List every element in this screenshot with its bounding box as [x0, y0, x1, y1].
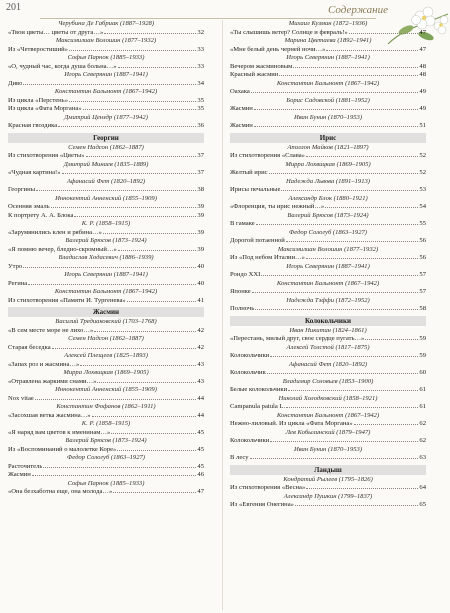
author-name: Иннокентий Анненский (1855–1909): [55, 386, 157, 393]
toc-entry: [230, 152, 426, 161]
leader-dots: [32, 475, 197, 476]
poem-title: Вечером жасминовым: [230, 62, 293, 70]
page-ref: 45: [197, 462, 204, 470]
leader-dots: [23, 267, 196, 268]
author-name: Афанасий Фет (1820–1892): [66, 177, 146, 185]
author-name: Константин Бальмонт (1867–1942): [54, 288, 158, 295]
page-ref: 55: [419, 220, 426, 227]
leader-dots: [36, 190, 196, 191]
leader-dots: [270, 356, 418, 357]
toc-entry: [230, 203, 426, 212]
poem-title: Из цикла «Перстень»: [8, 96, 68, 104]
toc-entry: [8, 203, 204, 212]
page-ref: 40: [197, 279, 204, 287]
author-name: Валерий Брюсов (1873–1924): [65, 437, 147, 444]
page-ref: 62: [419, 420, 426, 427]
author-name: К. Р. (1858–1915): [81, 420, 131, 427]
page-ref: 63: [419, 454, 426, 461]
leader-dots: [94, 331, 196, 332]
leader-dots: [281, 190, 418, 191]
leader-dots: [293, 67, 418, 68]
author-name: Марина Цветаева (1892–1941): [284, 37, 372, 44]
page-ref: 49: [419, 105, 426, 112]
leader-dots: [51, 207, 197, 208]
poem-title: Старая беседка: [8, 343, 51, 351]
leader-dots: [23, 84, 196, 85]
toc-entry: [8, 63, 204, 72]
toc-entry: [8, 361, 204, 370]
page-ref: 59: [419, 352, 426, 359]
page-ref: 33: [197, 45, 204, 53]
leader-dots: [52, 348, 197, 349]
author-name: Максимилиан Волошин (1877–1932): [55, 37, 157, 44]
section-heading: Георгин: [8, 133, 204, 143]
toc-entry: [230, 454, 426, 463]
leader-dots: [80, 365, 196, 366]
poem-title: К портрету А. А. Блока: [8, 211, 74, 219]
toc-entry: [230, 105, 426, 114]
leader-dots: [118, 67, 197, 68]
leader-dots: [286, 407, 418, 408]
leader-dots: [365, 339, 418, 340]
poem-title: «Чудная картина!»: [8, 169, 61, 176]
poem-title: Из стихотворения «Памяти И. Тургенева»: [8, 296, 126, 304]
toc-entry: [230, 369, 426, 378]
author-name: Кондратий Рылеев (1795–1826): [283, 475, 373, 483]
poem-title: «Твои цветы… цветы от друга…»: [8, 28, 104, 36]
toc-entry: [230, 46, 426, 55]
poem-title: «Засохшая ветка жасмина…»: [8, 411, 91, 419]
author-name: Лев Кобылинский (1879–1947): [285, 428, 371, 436]
author-name: Черубина Де Габриак (1887–1928): [57, 20, 155, 27]
poem-title: Расточитель: [8, 462, 43, 470]
leader-dots: [255, 309, 418, 310]
toc-entry: [230, 169, 426, 178]
leader-dots: [269, 173, 419, 174]
toc-entry: [230, 63, 426, 72]
author-name: Иван Бунин (1870–1953): [293, 445, 363, 453]
leader-dots: [74, 216, 196, 217]
page-ref: 48: [419, 62, 426, 70]
leader-dots: [69, 101, 196, 102]
toc-entry: [8, 97, 204, 106]
leader-dots: [270, 441, 418, 442]
page-ref: 58: [419, 305, 426, 312]
page-ref: 56: [419, 237, 426, 244]
leader-dots: [288, 390, 418, 391]
page-ref: 57: [419, 288, 426, 295]
toc-entry: [8, 152, 204, 161]
leader-dots: [117, 450, 196, 451]
poem-title: Полночь: [230, 305, 255, 312]
toc-entry: [8, 186, 204, 195]
poem-title: Жасмин: [230, 105, 253, 112]
leader-dots: [295, 505, 418, 506]
author-name: Мирра Лохвицкая (1869–1905): [285, 160, 371, 168]
page-ref: 39: [197, 228, 204, 236]
author-name: Мирра Лохвицкая (1869–1905): [63, 369, 149, 376]
author-name: Константин Бальмонт (1867–1942): [276, 79, 380, 87]
leader-dots: [279, 75, 418, 76]
page-ref: 61: [419, 403, 426, 410]
leader-dots: [69, 50, 196, 51]
author-name: Владимир Соловьев (1853–1900): [282, 377, 374, 385]
toc-entry: [8, 229, 204, 238]
author-name: Иван Бунин (1870–1953): [293, 113, 363, 121]
page-ref: 64: [419, 484, 426, 491]
page-number: 201: [6, 2, 21, 13]
leader-dots: [97, 382, 196, 383]
page-ref: 43: [197, 360, 204, 368]
poem-title: Из «Под небом Италии…»: [230, 254, 305, 261]
page-ref: 39: [197, 211, 204, 219]
author-name: Семен Надсон (1862–1887): [68, 143, 144, 151]
poem-title: В гамаке: [230, 220, 255, 227]
header-rule: [40, 4, 376, 19]
poem-title: Оахака: [230, 88, 250, 95]
poem-title: Из «Четверостиший»: [8, 45, 68, 53]
page-ref: 38: [197, 186, 204, 193]
poem-title: Колокольчик: [230, 369, 266, 376]
author-name: Семен Надсон (1862–1887): [68, 335, 144, 342]
leader-dots: [111, 433, 196, 434]
page-ref: 52: [419, 169, 426, 176]
leader-dots: [127, 301, 197, 302]
toc-entry: [230, 352, 426, 361]
author-name: Константин Бальмонт (1867–1942): [276, 279, 380, 287]
author-name: Надежда Львова (1891–1913): [285, 177, 370, 185]
poem-title: Японке: [230, 288, 251, 295]
leader-dots: [118, 250, 197, 251]
author-name: Валерий Брюсов (1873–1924): [65, 237, 147, 244]
poem-title: Campanula patula L.: [230, 403, 286, 410]
poem-title: Из цикла «Фата Моргана»: [8, 105, 82, 112]
author-name: Алексей Плещеев (1825–1893): [64, 352, 148, 359]
page-ref: 61: [419, 386, 426, 393]
toc-entry: [230, 29, 426, 38]
toc-entry: [8, 29, 204, 38]
toc-entry: [8, 263, 204, 272]
author-name: Николай Холодковский (1858–1921): [278, 394, 378, 402]
page-ref: 34: [197, 79, 204, 87]
page-ref: 39: [197, 245, 204, 253]
poem-title: Из стихотворения «Весна»: [230, 484, 306, 491]
page-ref: 42: [197, 343, 204, 351]
leader-dots: [306, 258, 418, 259]
author-name: Аполлон Майков (1821–1897): [287, 143, 369, 151]
leader-dots: [326, 50, 418, 51]
leader-dots: [103, 233, 196, 234]
poem-title: В лесу: [230, 454, 249, 461]
author-name: Иван Никитин (1824–1861): [289, 326, 367, 334]
page-ref: 62: [419, 437, 426, 444]
poem-title: Осенняя эмаль: [8, 203, 50, 210]
toc-entry: [230, 186, 426, 195]
author-name: Иннокентий Анненский (1855–1909): [55, 194, 157, 202]
toc-entry: [8, 169, 204, 178]
author-name: Федор Сологуб (1863–1927): [289, 228, 367, 236]
toc-entry: [8, 344, 204, 353]
page-ref: 39: [197, 203, 204, 210]
page-ref: 59: [419, 335, 426, 342]
page-ref: 45: [197, 445, 204, 453]
toc-entry: [230, 88, 426, 97]
poem-title: Белые колокольчики: [230, 386, 288, 393]
poem-title: Красная гвоздика: [8, 122, 58, 129]
leader-dots: [113, 492, 196, 493]
author-name: Игорь Северянин (1887–1941): [64, 71, 148, 78]
page-ref: 60: [419, 369, 426, 376]
poem-title: Регина: [8, 279, 28, 287]
toc-entry: [8, 429, 204, 438]
column-divider: [222, 20, 223, 610]
leader-dots: [104, 33, 196, 34]
author-name: Федор Сологуб (1863–1927): [67, 454, 145, 461]
toc-entry: [8, 246, 204, 255]
toc-entry: [230, 271, 426, 280]
poem-title: Георгины: [8, 186, 36, 193]
poem-title: «Зарумянились клен и рябина…»: [8, 228, 102, 236]
toc-entry: [8, 212, 204, 221]
author-name: Софья Парнок (1885–1933): [67, 54, 145, 61]
author-name: К. Р. (1858–1915): [81, 220, 131, 227]
page-ref: 53: [419, 186, 426, 193]
poem-title: «Мне белый день черней ночи…»: [230, 45, 326, 53]
author-name: Игорь Северянин (1887–1941): [286, 262, 370, 270]
leader-dots: [58, 126, 196, 127]
poem-title: «В сем месте море не лихо…»: [8, 326, 94, 334]
page-ref: 37: [197, 152, 204, 159]
toc-entry: [8, 280, 204, 289]
author-name: Дмитрий Ценздр (1877–1942): [64, 113, 148, 121]
toc-entry: [230, 254, 426, 263]
toc-entry: [230, 437, 426, 446]
page-ref: 47: [419, 28, 426, 36]
section-heading: Жасмин: [8, 307, 204, 317]
poem-title: «Она безхаботна еще, она молода…»: [8, 488, 113, 495]
author-name: Александр Пушкин (1799–1837): [283, 492, 373, 500]
toc-entry: [8, 80, 204, 89]
poem-title: Из стихотворения «Цветы»: [8, 152, 85, 159]
poem-title: «Флоренция, ты ирис нежный…»: [230, 203, 325, 210]
poem-title: Жасмин: [8, 471, 31, 478]
poem-title: Красный жасмин: [230, 71, 279, 78]
author-name: Игорь Северянин (1887–1941): [64, 271, 148, 278]
leader-dots: [251, 92, 419, 93]
poem-title: «Я наряд вам цветов к именинам…»: [8, 428, 111, 436]
section-heading: Колокольчики: [230, 316, 426, 326]
leader-dots: [28, 284, 196, 285]
toc-entry: [8, 297, 204, 306]
page-ref: 46: [197, 471, 204, 478]
poem-title: «Запах роз и жасмина…»: [8, 360, 80, 368]
leader-dots: [250, 458, 419, 459]
author-name: Михаил Кузмин (1872–1936): [288, 20, 368, 27]
toc-entry: [230, 420, 426, 429]
leader-dots: [261, 275, 418, 276]
author-name: Максимилиан Волошин (1877–1932): [277, 245, 379, 253]
toc-right-column: [230, 20, 426, 510]
author-name: Афанасий Фет (1820–1892): [288, 360, 368, 368]
toc-entry: [8, 122, 204, 131]
page-ref: 47: [197, 488, 204, 495]
poem-title: Жасмин: [230, 122, 253, 129]
author-name: Надежда Тэффи (1872–1952): [286, 296, 370, 304]
toc-entry: [8, 105, 204, 114]
author-name: Алексей Толстой (1817–1875): [286, 343, 370, 351]
poem-title: Утро: [8, 262, 23, 270]
toc-entry: [8, 378, 204, 387]
leader-dots: [349, 33, 419, 34]
toc-entry: [230, 71, 426, 80]
toc-entry: [8, 446, 204, 455]
toc-entry: [8, 488, 204, 497]
page-ref: 40: [197, 262, 204, 270]
author-name: Константин Бальмонт (1867–1942): [276, 411, 380, 419]
author-name: Константин Бальмонт (1867–1942): [54, 88, 158, 95]
page-ref: 45: [197, 428, 204, 436]
page-ref: 47: [419, 45, 426, 53]
section-heading: Ирис: [230, 133, 426, 143]
page-ref: 32: [197, 28, 204, 36]
toc-entry: [230, 237, 426, 246]
poem-title: Дорогой потаенной: [230, 237, 285, 244]
poem-title: Колокольчики: [230, 437, 270, 444]
page-ref: 49: [419, 88, 426, 95]
leader-dots: [35, 399, 197, 400]
poem-title: Nox vitae: [8, 394, 34, 402]
leader-dots: [254, 126, 419, 127]
leader-dots: [306, 488, 418, 489]
page-ref: 54: [419, 203, 426, 210]
toc-entry: [8, 463, 204, 472]
leader-dots: [86, 156, 197, 157]
page-ref: 44: [197, 394, 204, 402]
poem-title: Из «Евгения Онегина»: [230, 501, 294, 508]
toc-entry: [8, 412, 204, 421]
poem-title: Из «Воспоминаний о малолетке Коре»: [8, 445, 117, 453]
leader-dots: [267, 373, 419, 374]
toc-entry: [230, 288, 426, 297]
toc-entry: [230, 386, 426, 395]
author-name: Софья Парнок (1885–1933): [67, 479, 145, 487]
toc-entry: [8, 46, 204, 55]
header-title: Содержание: [328, 4, 389, 16]
leader-dots: [252, 292, 419, 293]
page-ref: 52: [419, 152, 426, 159]
toc-entry: [230, 220, 426, 229]
toc-entry: [8, 471, 204, 480]
poem-title: «Отравлена жаркими снами…»: [8, 377, 97, 385]
leader-dots: [254, 109, 419, 110]
author-name: Василий Тредиаковский (1703–1768): [55, 318, 157, 325]
poem-title: Диво: [8, 79, 23, 87]
poem-title: Рондо XXI: [230, 271, 261, 278]
author-name: Владислав Ходасевич (1886–1939): [58, 254, 154, 261]
author-name: Борис Садовской (1881–1952): [286, 96, 370, 104]
toc-entry: [230, 305, 426, 314]
poem-title: «Перестань, милый друг, свое сердце пугать…»: [230, 335, 365, 342]
poem-title: Нежно-лиловый. Из цикла «Фата Моргана»: [230, 420, 353, 427]
poem-title: «Я помню вечер, бледно-скромный…»: [8, 245, 117, 253]
toc-entry: [230, 335, 426, 344]
poem-title: Ирисы печальные: [230, 186, 281, 193]
leader-dots: [256, 224, 419, 225]
leader-dots: [62, 173, 197, 174]
page-ref: 44: [197, 411, 204, 419]
author-name: Александр Блок (1880–1921): [288, 194, 368, 202]
poem-title: Из стихотворения «Слава»: [230, 152, 305, 159]
toc-entry: [8, 327, 204, 336]
toc-entry: [230, 403, 426, 412]
page-ref: 37: [197, 169, 204, 176]
author-name: Дмитрий Минаев (1835–1889): [63, 160, 149, 168]
page-ref: 36: [197, 122, 204, 129]
page-ref: 33: [197, 62, 204, 70]
leader-dots: [83, 109, 197, 110]
toc-entry: [8, 395, 204, 404]
leader-dots: [306, 156, 418, 157]
author-name: Константин Фофанов (1862–1911): [56, 403, 156, 410]
toc-entry: [230, 484, 426, 493]
poem-title: «Ты слышишь ветер? Солнце и февраль!»: [230, 28, 348, 36]
author-name: Валерий Брюсов (1873–1924): [287, 211, 369, 219]
page-ref: 48: [419, 71, 426, 78]
toc-entry: [230, 122, 426, 131]
leader-dots: [325, 207, 418, 208]
page-ref: 51: [419, 122, 426, 129]
leader-dots: [286, 241, 419, 242]
leader-dots: [43, 467, 196, 468]
page-ref: 43: [197, 377, 204, 385]
page-ref: 56: [419, 254, 426, 261]
poem-title: Колокольчики: [230, 352, 270, 359]
toc-entry: [230, 501, 426, 510]
page-ref: 35: [197, 96, 204, 104]
page-ref: 57: [419, 271, 426, 278]
page-ref: 41: [197, 296, 204, 304]
page-ref: 42: [197, 326, 204, 334]
page-ref: 35: [197, 105, 204, 112]
leader-dots: [354, 424, 419, 425]
poem-title: «О, чудный час, когда душа больна…»: [8, 62, 117, 70]
toc-left-column: [8, 20, 204, 497]
author-name: Игорь Северянин (1887–1941): [286, 54, 370, 61]
page-ref: 65: [419, 501, 426, 508]
section-heading: Ландыш: [230, 465, 426, 475]
poem-title: Желтый ирис: [230, 169, 268, 176]
leader-dots: [92, 416, 197, 417]
